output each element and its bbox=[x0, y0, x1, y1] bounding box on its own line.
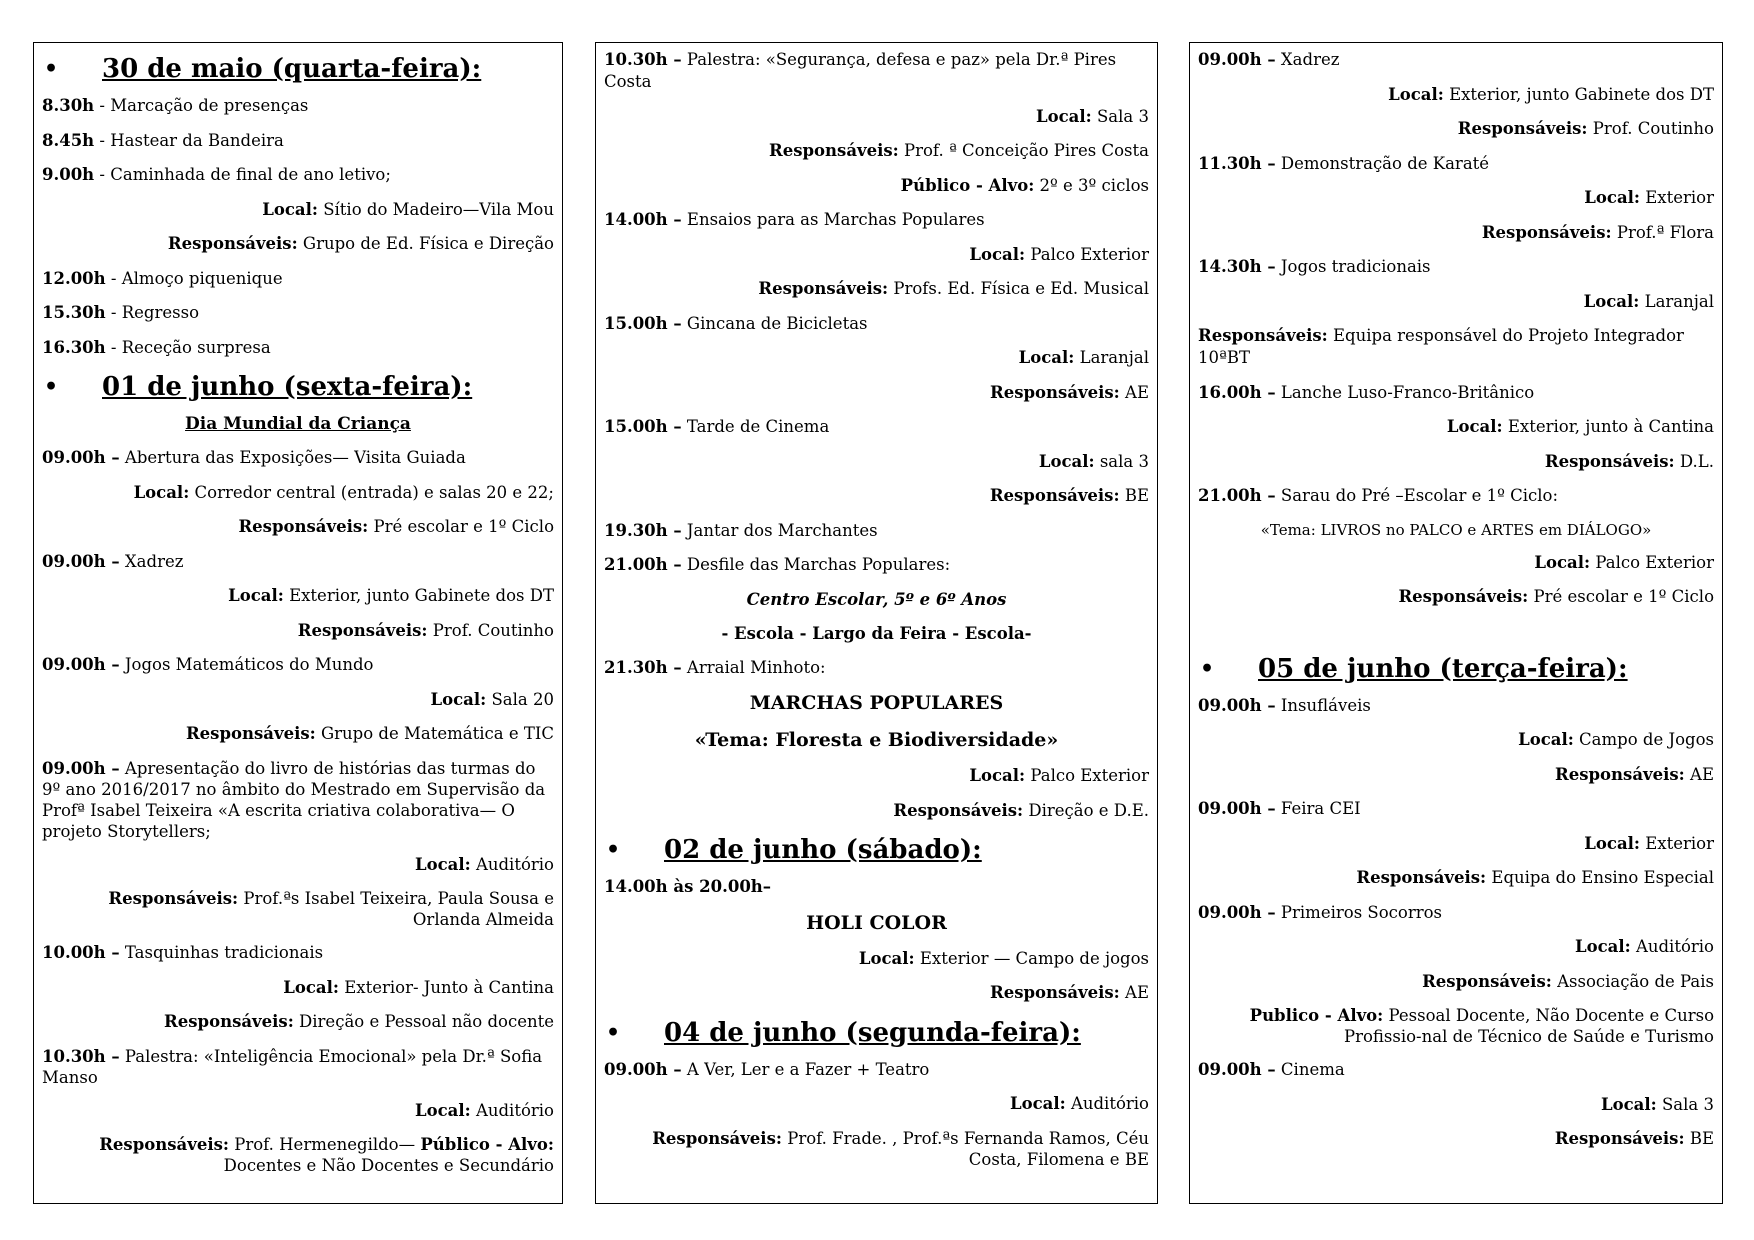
day-heading-01-junho: • 01 de junho (sexta-feira): bbox=[44, 372, 473, 402]
responsible-line: Responsáveis: Prof. ª Conceição Pires Costa bbox=[769, 141, 1149, 160]
responsible-line: Responsáveis: Pré escolar e 1º Ciclo bbox=[1398, 587, 1714, 606]
schedule-item: 9.00h - Caminhada de final de ano letivo; bbox=[42, 165, 391, 184]
location-line: Local: Palco Exterior bbox=[969, 244, 1149, 264]
location-line: Local: Auditório bbox=[414, 1100, 554, 1120]
location-line: Local: Exterior bbox=[1584, 188, 1714, 207]
location-line: Local: Exterior, junto à Cantina bbox=[1446, 417, 1714, 436]
responsible-line: Responsáveis: D.L. bbox=[1544, 451, 1714, 471]
responsible-line: Responsáveis: BE bbox=[989, 486, 1149, 505]
responsible-line: Responsáveis: Prof. Coutinho bbox=[297, 620, 554, 640]
location-line: Local: Sala 20 bbox=[430, 689, 554, 709]
location-line: Local: sala 3 bbox=[1038, 451, 1149, 471]
location-line: Local: Auditório bbox=[1009, 1094, 1149, 1113]
schedule-item: 8.30h - Marcação de presenças bbox=[42, 96, 309, 115]
schedule-item: 09.00h – Xadrez bbox=[1198, 50, 1340, 69]
schedule-item: 09.00h – Cinema bbox=[1198, 1060, 1345, 1079]
schedule-item: 10.00h – Tasquinhas tradicionais bbox=[42, 943, 324, 962]
route-text: - Escola - Largo da Feira - Escola- bbox=[721, 623, 1032, 643]
route-text: Centro Escolar, 5º e 6º Anos bbox=[746, 589, 1007, 609]
location-line: Local: Exterior bbox=[1584, 833, 1714, 853]
responsible-line: Responsáveis: Equipa responsável do Projeto Integrador 10ªBT bbox=[1198, 326, 1684, 367]
location-line: Local: Exterior — Campo de jogos bbox=[858, 948, 1149, 968]
location-line: Local: Palco Exterior bbox=[1534, 552, 1714, 572]
schedule-item: 15.30h - Regresso bbox=[42, 303, 200, 322]
day-heading-30-maio: • 30 de maio (quarta-feira): bbox=[44, 54, 482, 84]
responsible-line: Responsáveis: BE bbox=[1554, 1129, 1714, 1148]
day-heading-05-junho: • 05 de junho (terça-feira): bbox=[1200, 653, 1628, 684]
location-line: Local: Auditório bbox=[414, 854, 554, 874]
responsible-line: Responsáveis: Direção e Pessoal não docente bbox=[164, 1012, 554, 1031]
schedule-item: 15.00h – Gincana de Bicicletas bbox=[604, 313, 868, 333]
location-line: Local: Exterior- Junto à Cantina bbox=[283, 977, 554, 997]
location-line: Local: Exterior, junto Gabinete dos DT bbox=[1388, 84, 1714, 104]
responsible-line: Responsáveis: AE bbox=[990, 382, 1149, 402]
responsible-line: Responsáveis: Prof.ªs Isabel Teixeira, Paula Sousa e Orlanda Almeida bbox=[108, 889, 554, 929]
schedule-item: 16.30h - Receção surpresa bbox=[42, 337, 271, 357]
event-theme: «Tema: LIVROS no PALCO e ARTES em DIÁLOGO» bbox=[1260, 520, 1652, 539]
schedule-item: 09.00h – Abertura das Exposições— Visita Guiada bbox=[42, 448, 466, 467]
schedule-item: 09.00h – Xadrez bbox=[42, 551, 184, 571]
spacer bbox=[1198, 621, 1714, 649]
responsible-line: Responsáveis: Direção e D.E. bbox=[893, 800, 1149, 820]
responsible-line: Responsáveis: AE bbox=[1555, 764, 1714, 784]
schedule-item: 15.00h – Tarde de Cinema bbox=[604, 417, 830, 436]
schedule-item: 11.30h – Demonstração de Karaté bbox=[1198, 153, 1490, 173]
schedule-item: 8.45h - Hastear da Bandeira bbox=[42, 130, 284, 150]
schedule-item: 14.00h – Ensaios para as Marchas Populares bbox=[604, 210, 985, 229]
event-theme: «Tema: Floresta e Biodiversidade» bbox=[694, 729, 1059, 751]
responsible-line: Responsáveis: Grupo de Ed. Física e Direção bbox=[167, 234, 554, 253]
location-line: Local: Corredor central (entrada) e salas 20 e 22; bbox=[133, 482, 554, 502]
responsible-line: Responsáveis: Profs. Ed. Física e Ed. Musical bbox=[758, 279, 1149, 298]
responsible-line: Responsáveis: Pré escolar e 1º Ciclo bbox=[238, 517, 554, 536]
column-2 bbox=[595, 42, 1158, 1204]
day-subtitle: Dia Mundial da Criança bbox=[185, 414, 411, 434]
schedule-item: 19.30h – Jantar dos Marchantes bbox=[604, 520, 878, 540]
responsible-line: Responsáveis: Prof.ª Flora bbox=[1481, 222, 1714, 242]
responsible-line: Responsáveis: Prof. Hermenegildo— Público - Alvo: Docentes e Não Docentes e Secundário bbox=[99, 1135, 554, 1175]
responsible-line: Responsáveis: Grupo de Matemática e TIC bbox=[185, 724, 554, 743]
location-line: Local: Auditório bbox=[1574, 937, 1714, 956]
schedule-item: 09.00h – Feira CEI bbox=[1198, 799, 1361, 818]
schedule-item: 21.00h – Desfile das Marchas Populares: bbox=[604, 555, 951, 574]
schedule-item: 16.00h – Lanche Luso-Franco-Britânico bbox=[1198, 382, 1535, 402]
responsible-line: Responsáveis: Associação de Pais bbox=[1422, 971, 1714, 991]
responsible-line: Responsáveis: AE bbox=[990, 983, 1149, 1002]
schedule-item: 09.00h – A Ver, Ler e a Fazer + Teatro bbox=[604, 1059, 930, 1079]
location-line: Local: Sala 3 bbox=[1601, 1094, 1714, 1114]
schedule-item: 09.00h – Insufláveis bbox=[1198, 695, 1371, 715]
bullet-icon: • bbox=[606, 1019, 621, 1046]
schedule-item: 21.00h – Sarau do Pré –Escolar e 1º Ciclo: bbox=[1198, 486, 1559, 505]
schedule-item: 21.30h – Arraial Minhoto: bbox=[604, 657, 826, 677]
bullet-icon: • bbox=[44, 374, 59, 400]
location-line: Local: Exterior, junto Gabinete dos DT bbox=[228, 586, 554, 605]
location-line: Local: Palco Exterior bbox=[969, 766, 1149, 785]
location-line: Local: Sala 3 bbox=[1036, 106, 1149, 126]
event-highlight: MARCHAS POPULARES bbox=[749, 692, 1004, 714]
schedule-item: 12.00h - Almoço piquenique bbox=[42, 268, 283, 288]
schedule-item: 09.00h – Apresentação do livro de histórias das turmas do 9º ano 2016/2017 no âmbito do Mestrado em Supervisão da Profª Isabel Teixeira «A escrita criativa colaborativa— O projeto Storytellers; bbox=[42, 758, 546, 841]
location-line: Local: Campo de Jogos bbox=[1518, 730, 1714, 749]
schedule-item: 10.30h – Palestra: «Segurança, defesa e paz» pela Dr.ª Pires Costa bbox=[604, 50, 1117, 91]
schedule-item: 09.00h – Primeiros Socorros bbox=[1198, 902, 1442, 922]
bullet-icon: • bbox=[1200, 655, 1215, 682]
event-highlight: HOLI COLOR bbox=[806, 911, 947, 934]
schedule-item: 10.30h – Palestra: «Inteligência Emocional» pela Dr.ª Sofia Manso bbox=[42, 1046, 543, 1087]
day-heading-02-junho: • 02 de junho (sábado): bbox=[606, 835, 982, 865]
bullet-icon: • bbox=[606, 837, 621, 863]
column-3 bbox=[1189, 42, 1723, 1204]
bullet-icon: • bbox=[44, 56, 59, 82]
day-heading-04-junho: • 04 de junho (segunda-feira): bbox=[606, 1017, 1081, 1048]
responsible-line: Responsáveis: Prof. Frade. , Prof.ªs Fernanda Ramos, Céu Costa, Filomena e BE bbox=[652, 1128, 1149, 1169]
responsible-line: Responsáveis: Prof. Coutinho bbox=[1457, 119, 1714, 138]
schedule-item: 14.00h às 20.00h– bbox=[604, 877, 772, 896]
location-line: Local: Laranjal bbox=[1018, 348, 1149, 367]
responsible-line: Responsáveis: Equipa do Ensino Especial bbox=[1356, 868, 1714, 887]
location-line: Local: Laranjal bbox=[1583, 291, 1714, 311]
column-1 bbox=[33, 42, 563, 1204]
schedule-item: 09.00h – Jogos Matemáticos do Mundo bbox=[42, 655, 374, 674]
location-line: Local: Sítio do Madeiro—Vila Mou bbox=[262, 199, 554, 219]
audience-line: Publico - Alvo: Pessoal Docente, Não Docente e Curso Profissio-nal de Técnico de Saúde e Turismo bbox=[1249, 1006, 1714, 1046]
audience-line: Público - Alvo: 2º e 3º ciclos bbox=[900, 175, 1149, 195]
schedule-item: 14.30h – Jogos tradicionais bbox=[1198, 257, 1431, 276]
